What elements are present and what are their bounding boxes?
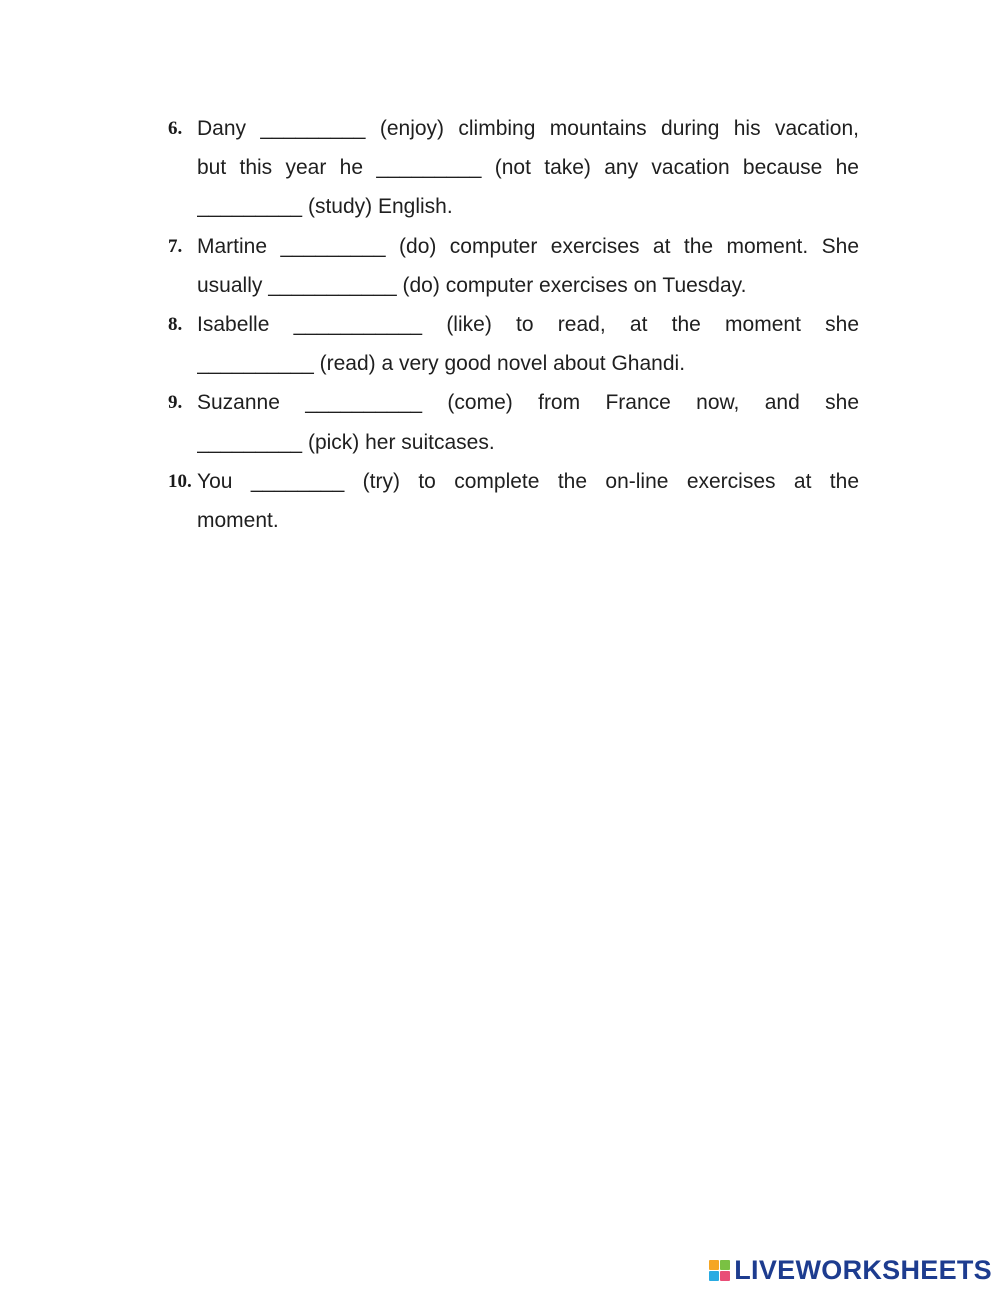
exercise-list [168, 109, 859, 540]
item-line: Martine _________ (do) computer exercises at the moment. She [197, 234, 859, 258]
exercise-item-9 [168, 383, 859, 461]
item-line: moment. [197, 508, 279, 532]
logo-block [720, 1271, 730, 1281]
logo-block [709, 1260, 719, 1270]
logo-blocks-icon [709, 1260, 730, 1281]
item-line: but this year he _________ (not take) any vacation because he [197, 156, 859, 180]
item-line: __________ (read) a very good novel about Ghandi. [197, 352, 686, 376]
item-line: Isabelle ___________ (like) to read, at the moment she [197, 312, 859, 336]
item-line: usually ___________ (do) computer exercises on Tuesday. [197, 273, 747, 297]
item-line: Dany _________ (enjoy) climbing mountains during his vacation, [197, 117, 859, 140]
item-line: Suzanne __________ (come) from France now, and she [197, 391, 859, 415]
logo-block [720, 1260, 730, 1270]
item-number: 9. [168, 392, 183, 414]
item-line: _________ (pick) her suitcases. [197, 430, 495, 454]
item-number: 8. [168, 313, 183, 335]
item-number: 7. [168, 235, 183, 257]
item-line: You ________ (try) to complete the on-line exercises at the [197, 469, 859, 493]
logo-text: LIVEWORKSHEETS [734, 1254, 992, 1285]
logo-block [709, 1271, 719, 1281]
exercise-item-8 [168, 305, 859, 383]
item-number: 6. [168, 118, 183, 139]
exercise-item-10 [168, 462, 859, 540]
exercise-item-6 [168, 109, 859, 227]
exercise-item-7 [168, 227, 859, 305]
liveworksheets-logo[interactable] [709, 1253, 992, 1287]
item-line: _________ (study) English. [197, 195, 453, 219]
item-number: 10. [168, 470, 192, 492]
